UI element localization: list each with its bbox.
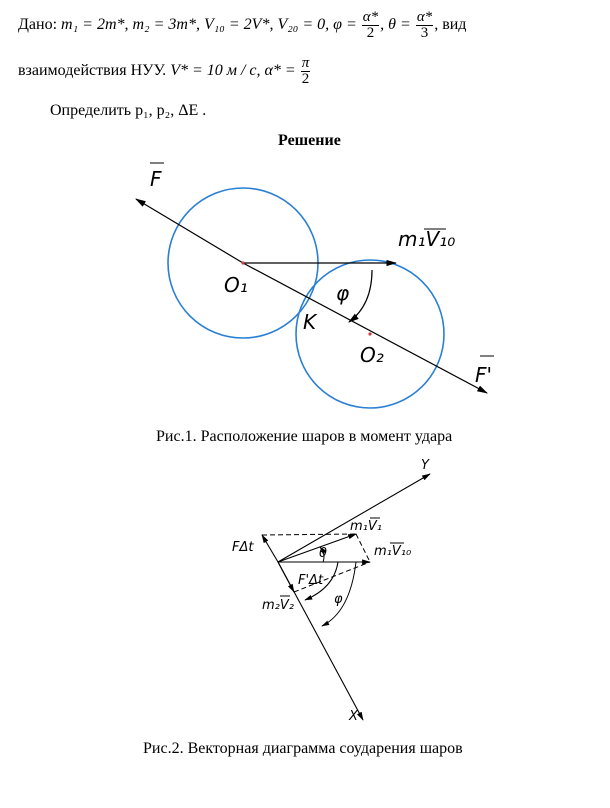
theta-equals: , θ =: [380, 16, 411, 34]
label-m1V1: m₁V₁: [350, 519, 382, 534]
interaction-type: взаимодействия НУУ.: [18, 62, 167, 80]
task-text: Определить р₁, р₂, ΔE .: [50, 102, 207, 119]
given-tail: , вид: [434, 16, 467, 34]
label-phi2: φ: [334, 592, 343, 607]
vector-m1V1: [278, 534, 356, 562]
figure-2-caption: Рис.2. Векторная диаграмма соударения шаров: [143, 740, 463, 757]
label-F: F: [150, 167, 162, 191]
label-O2: O₂: [360, 343, 384, 367]
label-F-prime: F': [475, 363, 493, 387]
dash-top: [262, 534, 356, 535]
label-K: K: [303, 310, 317, 334]
label-m2V2: m₂V₂: [262, 598, 294, 613]
label-m1V10: m₁V₁₀: [374, 544, 412, 559]
label-m1V10: m₁V₁₀: [398, 227, 456, 251]
alpha-fraction: $\frac{\pi}{2}$: [301, 55, 310, 87]
vector-FDt: [262, 535, 278, 562]
label-phi: φ: [336, 281, 350, 305]
solution-title: Решение: [278, 132, 341, 149]
given-equation: m₁ = 2m*, m₂ = 3m*, V₁₀ = 2V*, V₂₀ = 0, φ =: [61, 16, 357, 34]
label-X: X: [349, 709, 358, 724]
given-values: V* = 10 м / с, α* =: [170, 62, 296, 80]
theta-fraction: $\frac{\alpha*}{3}$: [416, 9, 433, 41]
dash-right: [356, 534, 370, 562]
figure-1-caption: Рис.1. Расположение шаров в момент удара: [156, 428, 453, 445]
label-O1: O₁: [224, 273, 248, 297]
label-Y: Y: [421, 458, 429, 473]
vector-m2V2: [278, 562, 294, 592]
label-FDt: FΔt: [232, 540, 254, 555]
phi-fraction: $\frac{\alpha*}{2}$: [362, 9, 379, 41]
given-label: Дано:: [18, 16, 58, 34]
label-theta: θ: [319, 546, 327, 561]
label-FpDt: F'Δt: [298, 573, 324, 588]
